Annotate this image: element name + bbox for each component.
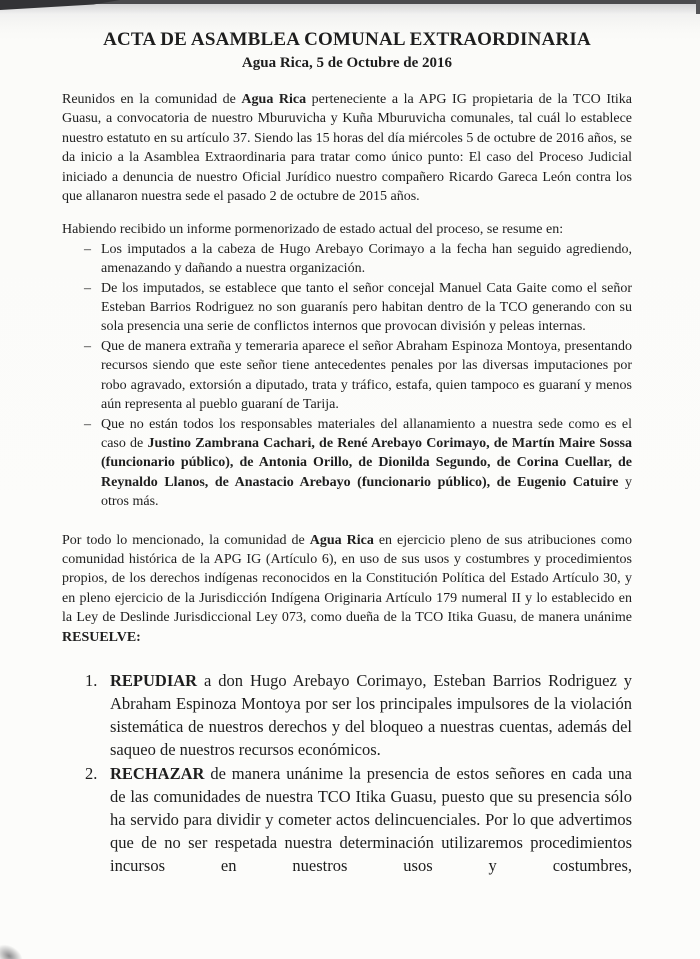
text-run: Que de manera extraña y temeraria aparece el señor Abraham Espinoza Montoya, presentando recursos siendo que este señor tiene antecedentes penales por las diversas imputaciones por robo agravado, extorsión a diputado, trata y tráfico, estafa, quien tampoco es guaraní y menos aún representa al pueblo guaraní de Tarija.: [101, 338, 632, 413]
bold-text-run: Agua Rica: [309, 532, 374, 548]
bullet-text: [101, 415, 632, 512]
bullet-dash-marker: –: [84, 416, 91, 432]
resolution-list: [62, 669, 632, 877]
document-title: ACTA DE ASAMBLEA COMUNAL EXTRAORDINARIA: [103, 29, 591, 50]
scan-artifact-top-right-edge: [696, 0, 700, 14]
text-run: Los imputados a la cabeza de Hugo Arebayo Corimayo a la fecha han seguido agrediendo, amenazando y dañando a nuestra organización.: [101, 241, 632, 277]
resolution-text: [110, 762, 632, 877]
bold-text-run: Justino Zambrana Cachari, de René Arebayo Corimayo, de Martín Maire Sossa (funcionario público), de Antonia Orillo, de Dionilda Segundo, de Corina Cuellar, de Reynaldo Llanos, de Anastacio Arebayo (funcionario público), de Eugenio Catuire: [101, 435, 632, 490]
bullet-item: [62, 415, 632, 512]
paragraph: [62, 90, 632, 206]
bullet-text: [101, 240, 632, 279]
paragraph: [62, 531, 632, 647]
resolution-number: 1.: [85, 670, 98, 690]
bullet-item: [62, 240, 632, 279]
document-body: [62, 90, 632, 877]
document-content: [62, 28, 632, 877]
bold-text-run: RECHAZAR: [110, 763, 205, 783]
bold-text-run: Agua Rica: [241, 92, 307, 107]
text-run: en ejercicio pleno de sus atribuciones como comunidad histórica de la APG IG (Artículo 6), en uso de sus usos y costumbres y procedimientos propios, de los derechos indígenas reconocidos en la Constitución Política del Estado Artículo 30, y en pleno ejercicio de la Jurisdicción Indígena Originaria Artículo 179 numeral II y lo establecido en la Ley de Deslinde Jurisdiccional Ley 073, como dueña de la TCO Itika Guasu, de manera unánime: [62, 532, 632, 626]
text-run: y otros más.: [101, 474, 632, 510]
text-run: De los imputados, se establece que tanto el señor concejal Manuel Cata Gaite como el señor Esteban Barrios Rodriguez no son guaranís pero habitan dentro de la TCO generando con su sola presencia una serie de conflictos internos que provocan división y peleas internas.: [101, 280, 632, 335]
text-run: de manera unánime la presencia de estos señores en cada una de las comunidades de nuestra TCO Itika Guasu, puesto que su presencia sólo ha servido para dividir y cometer actos delincuenciales. Por lo que advertimos que de no ser respetada nuestra determinación utilizaremos procedimientos incursos en nuestros usos y costumbres,: [110, 763, 632, 875]
resolution-item: [62, 669, 632, 761]
scan-artifact-top-left-corner: [0, 0, 120, 10]
resolution-text: [110, 669, 632, 761]
bold-text-run: REPUDIAR: [110, 670, 198, 690]
text-run: perteneciente a la APG IG propietaria de la TCO Itika Guasu, a convocatoria de nuestro Mburuvicha y Kuña Mburuvicha comunales, tal cuál lo establece nuestro estatuto en su artículo 37. Siendo las 15 horas del día miércoles 5 de octubre de 2016 años, se da inicio a la Asamblea Extraordinaria para tratar como único punto: El caso del Proceso Judicial iniciado a denuncia de nuestro Oficial Jurídico nuestro compañero Ricardo Gareca León contra los que allanaron nuestra sede el pasado 2 de octubre de 2015 años.: [62, 92, 632, 205]
text-run: a don Hugo Arebayo Corimayo, Esteban Barrios Rodriguez y Abraham Espinoza Montoya por ser los principales impulsores de la violación sistemática de nuestros derechos y del bloqueo a nuestras cuentas, además del saqueo de nuestros recursos económicos.: [110, 670, 632, 759]
bullet-list: [62, 240, 632, 512]
document-subtitle: Agua Rica, 5 de Octubre de 2016: [241, 55, 453, 71]
bullet-dash-marker: –: [84, 280, 91, 296]
bullet-dash-marker: –: [84, 241, 91, 257]
bullet-dash-marker: –: [84, 338, 91, 354]
resolution-item: [62, 762, 632, 877]
bullet-item: [62, 279, 632, 337]
text-run: Habiendo recibido un informe pormenorizado de estado actual del proceso, se resume en:: [62, 222, 564, 238]
bullet-text: [101, 337, 632, 415]
scan-artifact-top-shadow: [0, 4, 700, 28]
text-run: Que no están todos los responsables materiales del allanamiento a nuestra sede como es el caso de: [101, 416, 632, 451]
text-run: Por todo lo mencionado, la comunidad de: [62, 532, 310, 548]
paragraph: [62, 220, 632, 239]
scan-artifact-bottom-left-smudge: [0, 940, 27, 959]
bullet-item: [62, 337, 632, 415]
bold-text-run: RESUELVE:: [62, 629, 141, 645]
bullet-text: [101, 279, 632, 337]
resolution-number: 2.: [85, 763, 98, 783]
text-run: Reunidos en la comunidad de: [62, 92, 242, 107]
